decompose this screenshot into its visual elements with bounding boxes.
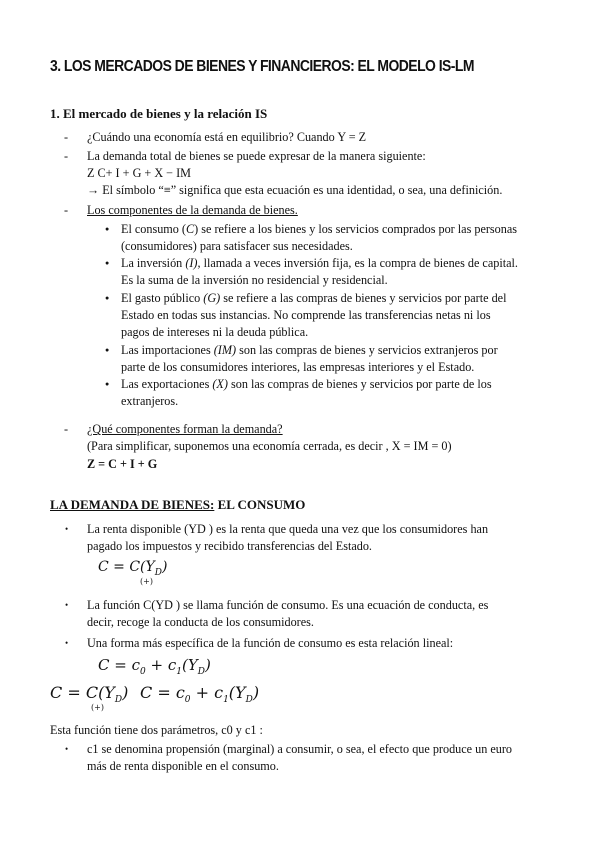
demand-definition-text: La demanda total de bienes se puede expresar de la manera siguiente: bbox=[87, 149, 426, 163]
component-text: son las compras de bienes y servicios por parte de los bbox=[227, 377, 492, 391]
positive-sign-label: (+) bbox=[140, 577, 153, 586]
positive-sign-label: (+) bbox=[91, 703, 104, 712]
formula-sub: 1 bbox=[223, 695, 229, 706]
component-text: Las importaciones bbox=[121, 343, 214, 357]
formula-text: ) bbox=[161, 559, 168, 575]
dash-marker: - bbox=[64, 422, 69, 436]
closed-demand-equation: Z = C + I + G bbox=[87, 457, 158, 471]
dash-marker: - bbox=[64, 149, 69, 163]
dash-marker: - bbox=[64, 203, 69, 217]
section-heading-consumption bbox=[50, 497, 305, 513]
bullet-icon: • bbox=[65, 744, 69, 754]
component-public-spending bbox=[121, 290, 506, 306]
identity-symbol-note: → El símbolo “≡” significa que esta ecuación es una identidad, o sea, una definición. bbox=[87, 183, 503, 197]
component-public-spending-cont: Estado en todas sus instancias. No comprende las transferencias netas ni los bbox=[121, 308, 491, 322]
component-text: El gasto público bbox=[121, 291, 204, 305]
formula-text: C = c bbox=[98, 656, 140, 674]
equilibrium-question: ¿Cuándo una economía está en equilibrio? Cuando Y = Z bbox=[87, 130, 367, 144]
bullet-icon: • bbox=[65, 600, 69, 610]
component-symbol: (I), bbox=[185, 256, 201, 270]
component-symbol: (G) bbox=[203, 291, 221, 305]
formula-text: (Y bbox=[228, 683, 246, 702]
consumption-function-formula bbox=[98, 559, 167, 578]
component-text: son las compras de bienes y servicios extranjeros por bbox=[236, 343, 498, 357]
heading-underlined: LA DEMANDA DE BIENES: bbox=[50, 497, 215, 512]
consumption-function-formula-large bbox=[50, 683, 128, 705]
formula-text: ) bbox=[204, 656, 211, 674]
linear-consumption-formula bbox=[98, 656, 211, 677]
propensity-to-consume-text: c1 se denomina propensión (marginal) a consumir, o sea, el efecto que produce un euro bbox=[87, 742, 513, 756]
component-public-spending-cont2: pagos de intereses ni la deuda pública. bbox=[121, 325, 309, 339]
component-investment-cont: Es la suma de la inversión no residencial y residencial. bbox=[121, 273, 388, 287]
component-investment bbox=[121, 255, 518, 271]
component-text: Las exportaciones bbox=[121, 377, 213, 391]
heading-rest: EL CONSUMO bbox=[214, 497, 306, 512]
linear-form-text: Una forma más específica de la función de consumo es esta relación lineal: bbox=[87, 636, 454, 650]
formula-text: (Y bbox=[181, 656, 198, 674]
consumption-function-cont: decir, recoge la conducta de los consumidores. bbox=[87, 615, 314, 629]
disposable-income-text: La renta disponible (YD ) es la renta que queda una vez que los consumidores han bbox=[87, 522, 489, 536]
component-symbol: (X) bbox=[212, 377, 228, 391]
component-text: llamada a veces inversión fija, es la compra de bienes de capital. bbox=[200, 256, 518, 270]
bullet-icon: • bbox=[65, 638, 69, 648]
formula-text: ) bbox=[122, 683, 129, 702]
parameters-text: Esta función tiene dos parámetros, c0 y c1 : bbox=[50, 723, 263, 737]
formula-sub: D bbox=[197, 667, 205, 677]
formula-sub: 1 bbox=[176, 667, 182, 677]
formula-text: + c bbox=[145, 656, 177, 674]
component-exports bbox=[121, 376, 492, 392]
component-consumption-cont: (consumidores) para satisfacer sus necesidades. bbox=[121, 239, 353, 253]
formula-text: C = C(Y bbox=[98, 559, 155, 575]
bullet-icon: ● bbox=[105, 259, 110, 267]
linear-consumption-formula-large bbox=[140, 683, 259, 705]
component-consumption bbox=[121, 221, 517, 237]
formula-sub: 0 bbox=[139, 667, 146, 677]
component-imports-cont: parte de los consumidores interiores, las empresas interiores y el Estado. bbox=[121, 360, 475, 374]
demand-components-question: ¿Qué componentes forman la demanda? bbox=[87, 422, 283, 436]
closed-economy-note: (Para simplificar, suponemos una economía cerrada, es decir , X = IM = 0) bbox=[87, 439, 452, 453]
bullet-icon: • bbox=[65, 524, 69, 534]
formula-text: ) bbox=[252, 683, 260, 702]
disposable-income-cont: pagado los impuestos y recibido transferencias del Estado. bbox=[87, 539, 372, 553]
page-title: 3. LOS MERCADOS DE BIENES Y FINANCIEROS: EL MODELO IS-LM bbox=[50, 58, 474, 75]
bullet-icon: ● bbox=[105, 294, 110, 302]
propensity-to-consume-cont: más de renta disponible en el consumo. bbox=[87, 759, 279, 773]
formula-sub: D bbox=[154, 567, 162, 578]
components-heading: Los componentes de la demanda de bienes. bbox=[87, 203, 298, 217]
consumption-function-text: La función C(YD ) se llama función de consumo. Es una ecuación de conducta, es bbox=[87, 598, 489, 612]
formula-text: + c bbox=[190, 683, 224, 702]
bullet-icon: ● bbox=[105, 346, 110, 354]
demand-identity-equation: Z C+ I + G + X − IM bbox=[87, 166, 191, 180]
component-text: La inversión bbox=[121, 256, 186, 270]
bullet-icon: ● bbox=[105, 380, 110, 388]
component-symbol: C bbox=[186, 222, 195, 236]
component-imports bbox=[121, 342, 498, 358]
component-exports-cont: extranjeros. bbox=[121, 394, 179, 408]
bullet-icon: ● bbox=[105, 225, 110, 233]
formula-sub: D bbox=[245, 695, 253, 706]
formula-sub: D bbox=[114, 695, 123, 706]
dash-marker: - bbox=[64, 130, 69, 144]
section-heading-goods-market: 1. El mercado de bienes y la relación IS bbox=[50, 106, 268, 121]
component-text: El consumo ( bbox=[121, 222, 186, 236]
formula-text: C = c bbox=[140, 683, 185, 702]
formula-sub: 0 bbox=[184, 695, 191, 706]
formula-text: C = C(Y bbox=[50, 683, 115, 702]
component-text: se refiere a las compras de bienes y servicios por parte del bbox=[220, 291, 507, 305]
component-text: ) se refiere a los bienes y los servicios comprados por las personas bbox=[194, 222, 518, 236]
component-symbol: (IM) bbox=[213, 343, 237, 357]
